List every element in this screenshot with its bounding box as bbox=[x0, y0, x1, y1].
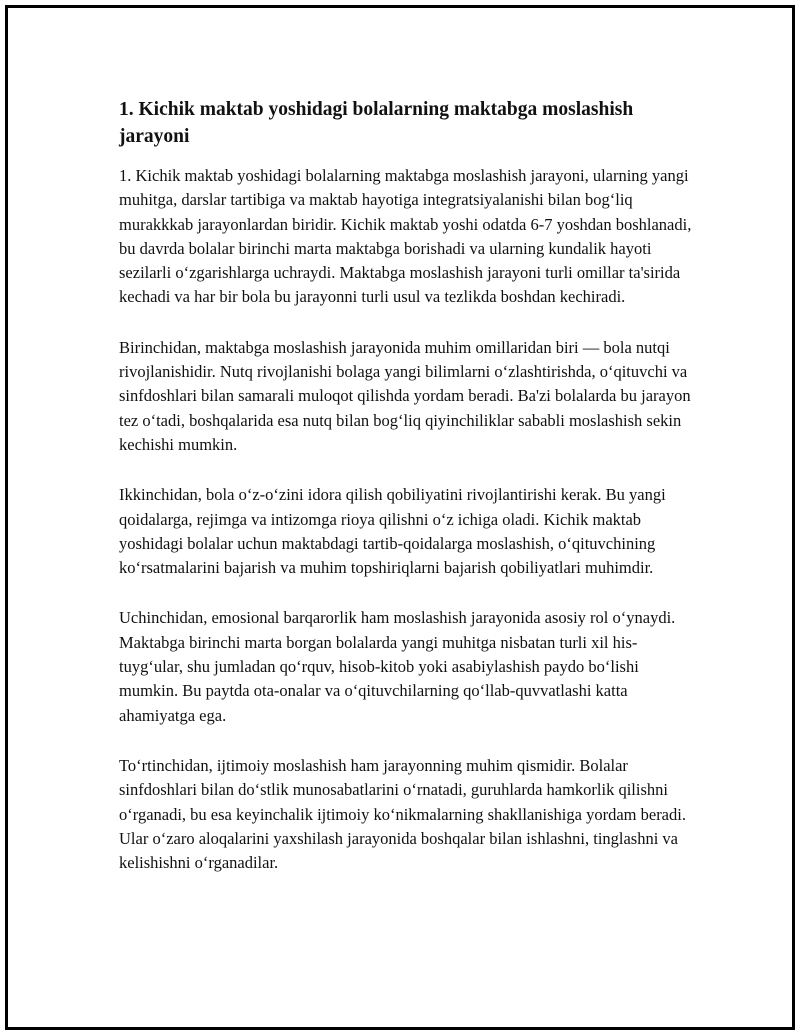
document-title: 1. Kichik maktab yoshidagi bolalarning maktabga moslashish jarayoni bbox=[119, 99, 634, 147]
paragraph-fourth: To‘rtinchidan, ijtimoiy moslashish ham jarayonning muhim qismidir. Bolalar sinfdoshlari bilan do‘stlik munosabatlarini o‘rnatadi, guruhlarda hamkorlik qilishni o‘rganadi, bu esa keyinchalik ijtimoiy ko‘nikmalarning shakllanishiga yordam beradi. Ular o‘zaro aloqalarini yaxshilash jarayonida boshqalar bilan ishlashni, tinglashni va kelishishni o‘rganadilar. bbox=[119, 755, 686, 873]
page-frame bbox=[5, 5, 795, 1030]
paragraph-first: Birinchidan, maktabga moslashish jarayonida muhim omillaridan biri — bola nutqi rivojlanishidir. Nutq rivojlanishi bolaga yangi bilimlarni o‘zlashtirishda, o‘qituvchi va sinfdoshlari bilan samarali muloqot qilishda yordam beradi. Ba'zi bolalarda bu jarayon tez o‘tadi, boshqalarida esa nutq bilan bog‘liq qiyinchiliklar sababli moslashish sekin kechishi mumkin. bbox=[119, 337, 691, 454]
paragraph-second: Ikkinchidan, bola o‘z-o‘zini idora qilish qobiliyatini rivojlantirishi kerak. Bu yangi qoidalarga, rejimga va intizomga rioya qilishni o‘z ichiga oladi. Kichik maktab yoshidagi bolalar uchun maktabdagi tartib-qoidalarga moslashish, o‘qituvchining ko‘rsatmalarini bajarish va muhim topshiriqlarni bajarish qobiliyatlari muhimdir. bbox=[119, 485, 666, 578]
document-body bbox=[119, 96, 693, 901]
paragraph-third: Uchinchidan, emosional barqarorlik ham moslashish jarayonida asosiy rol o‘ynaydi. Maktabga birinchi marta borgan bolalarda yangi muhitga nisbatan turli xil his-tuyg‘ular, shu jumladan qo‘rquv, hisob-kitob yoki asabiylashish paydo bo‘lishi mumkin. Bu paytda ota-onalar va o‘qituvchilarning qo‘llab-quvvatlashi katta ahamiyatga ega. bbox=[119, 608, 676, 725]
paragraph-intro: 1. Kichik maktab yoshidagi bolalarning maktabga moslashish jarayoni, ularning yangi muhitga, darslar tartibiga va maktab hayotiga integratsiyalanishi bilan bog‘liq murakkkab jarayonlardan biridir. Kichik maktab yoshi odatda 6-7 yoshdan boshlanadi, bu davrda bolalar birinchi marta maktabga borishadi va ularning kundalik hayoti sezilarli o‘zgarishlarga uchraydi. Maktabga moslashish jarayoni turli omillar ta'sirida kechadi va har bir bola bu jarayonni turli usul va tezlikda boshdan kechiradi. bbox=[119, 166, 692, 307]
